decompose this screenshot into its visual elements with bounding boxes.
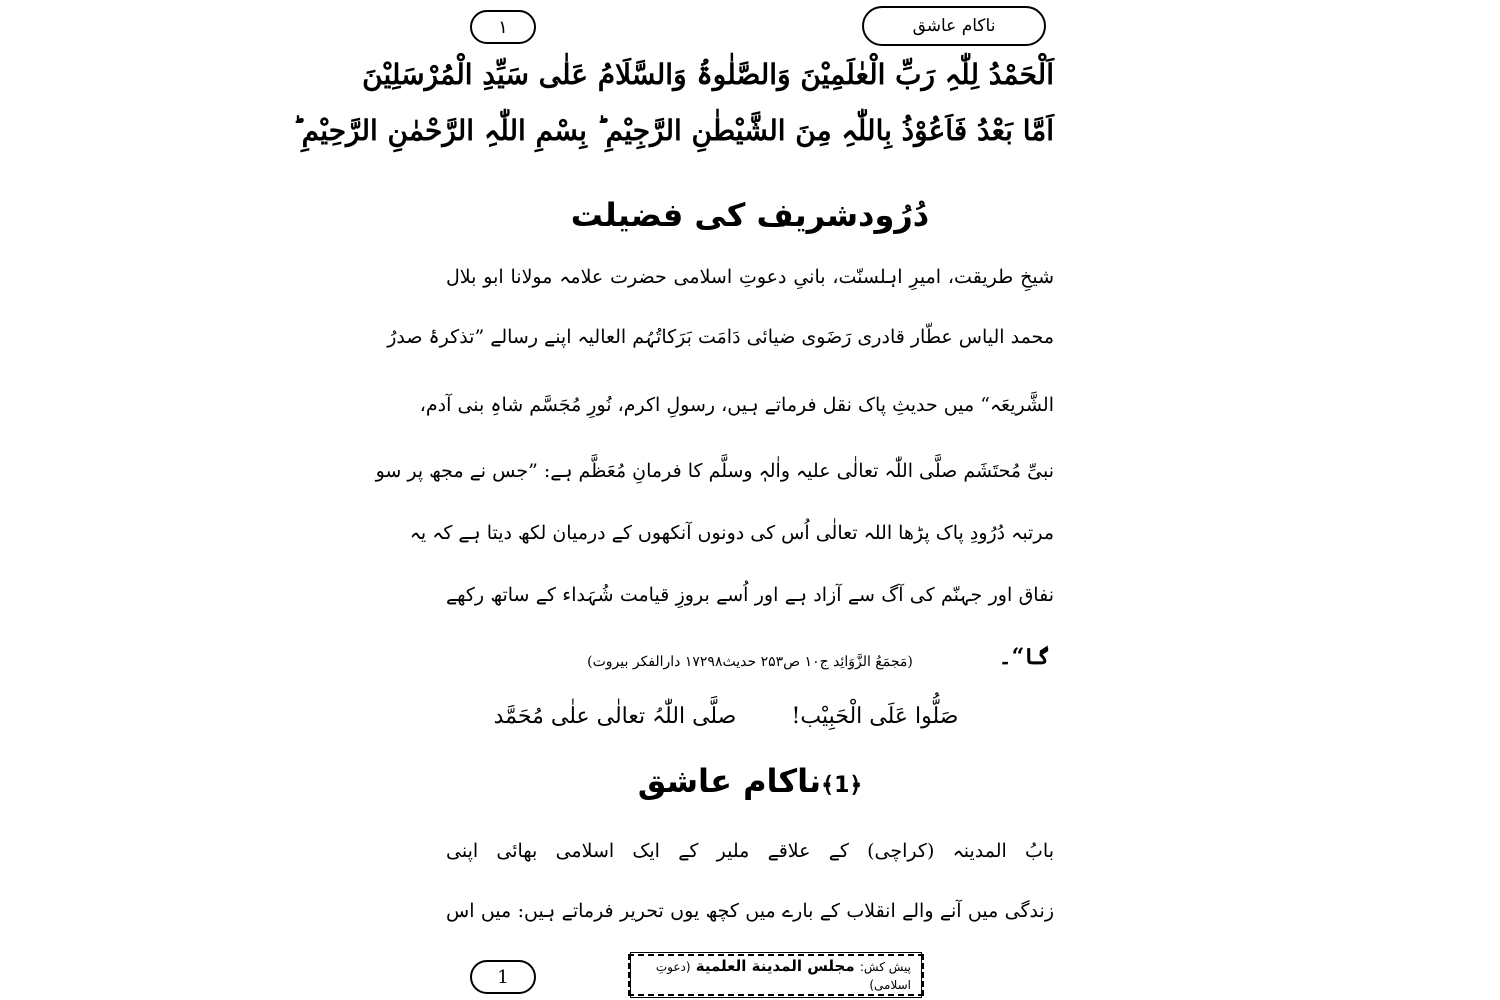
footer-publisher-inner	[630, 952, 922, 998]
section-number: ﴿1﴾	[821, 773, 863, 798]
section-title: ناکام عاشق	[637, 762, 822, 800]
opening-line-2: اَمَّا بَعْدُ فَاَعُوْذُ بِاللّٰہِ مِنَ الشَّیْطٰنِ الرَّجِیْمِ ؕ بِسْمِ اللّٰہِ الرَّحْمٰنِ الرَّحِیْمِ ؕ	[292, 114, 1054, 147]
paragraph-line-4: نبیِّ مُحتَشَم صلَّی اللّٰہ تعالٰی علیہ واٰلہٖ وسلَّم کا فرمانِ مُعَظَّم ہے: ”جس نے مجھ پر سو	[375, 460, 1054, 482]
paragraph-closing: گا“۔	[998, 644, 1050, 670]
paragraph-line-6: نفاق اور جہنّم کی آگ سے آزاد ہے اور اُسے بروزِ قیامت شُہَداء کے ساتھ رکھے	[446, 584, 1054, 606]
header-page-number: ۱	[470, 10, 536, 44]
hadith-reference: (مَجمَعُ الزَّوَائِد ج۱۰ ص۲۵۳ حدیث۱۷۲۹۸ دارالفکر بیروت)	[587, 654, 913, 670]
paragraph-line-1: شیخِ طریقت، امیرِ اہلسنّت، بانیِ دعوتِ اسلامی حضرت علامہ مولانا ابو بلال	[446, 266, 1054, 288]
story-line-2: زندگی میں آنے والے انقلاب کے بارے میں کچھ یوں تحریر فرماتے ہیں: میں اس	[446, 900, 1054, 922]
salawat-call: صَلُّوا عَلَی الْحَبِیْب!	[791, 704, 959, 729]
section-heading-nakam-ashiq	[440, 762, 1060, 800]
book-page	[292, 0, 1060, 1000]
story-line-1: بابُ المدینہ (کراچی) کے علاقے ملیر کے ایک اسلامی بھائی اپنی	[446, 840, 1054, 862]
paragraph-line-5: مرتبہ دُرُودِ پاک پڑھا اللہ تعالٰی اُس کی دونوں آنکھوں کے درمیان لکھ دیتا ہے کہ یہ	[409, 522, 1054, 544]
header-title: ناکام عاشق	[862, 6, 1046, 46]
footer-publisher-box	[628, 954, 924, 996]
paragraph-line-2: محمد الیاس عطّار قادری رَضَوی ضیائی دَامَت بَرَکاتُہُم العالیہ اپنے رسالے ”تذکرۂ صدرُ	[387, 326, 1054, 348]
paragraph-line-3: الشَّریعَہ“ میں حدیثِ پاک نقل فرماتے ہیں، رسولِ اکرم، نُورِ مُجَسَّم شاہِ بنی آدم،	[419, 394, 1054, 416]
footer-publisher: مجلس المدینة العلمیة	[695, 957, 855, 975]
salawat-response: صلَّی اللّٰہُ تعالٰی علٰی مُحَمَّد	[493, 704, 737, 729]
footer-prefix: پیش کش:	[859, 960, 911, 974]
opening-line-1: اَلْحَمْدُ لِلّٰہِ رَبِّ الْعٰلَمِیْنَ وَالصَّلٰوۃُ وَالسَّلَامُ عَلٰی سَیِّدِ الْمُرْسَلِیْنَ	[362, 58, 1054, 91]
footer-page-number: 1	[470, 960, 536, 994]
footer-suffix: (دعوتِ اسلامی)	[655, 960, 911, 992]
section-heading-durood: دُرُودشریف کی فضیلت	[570, 196, 930, 234]
